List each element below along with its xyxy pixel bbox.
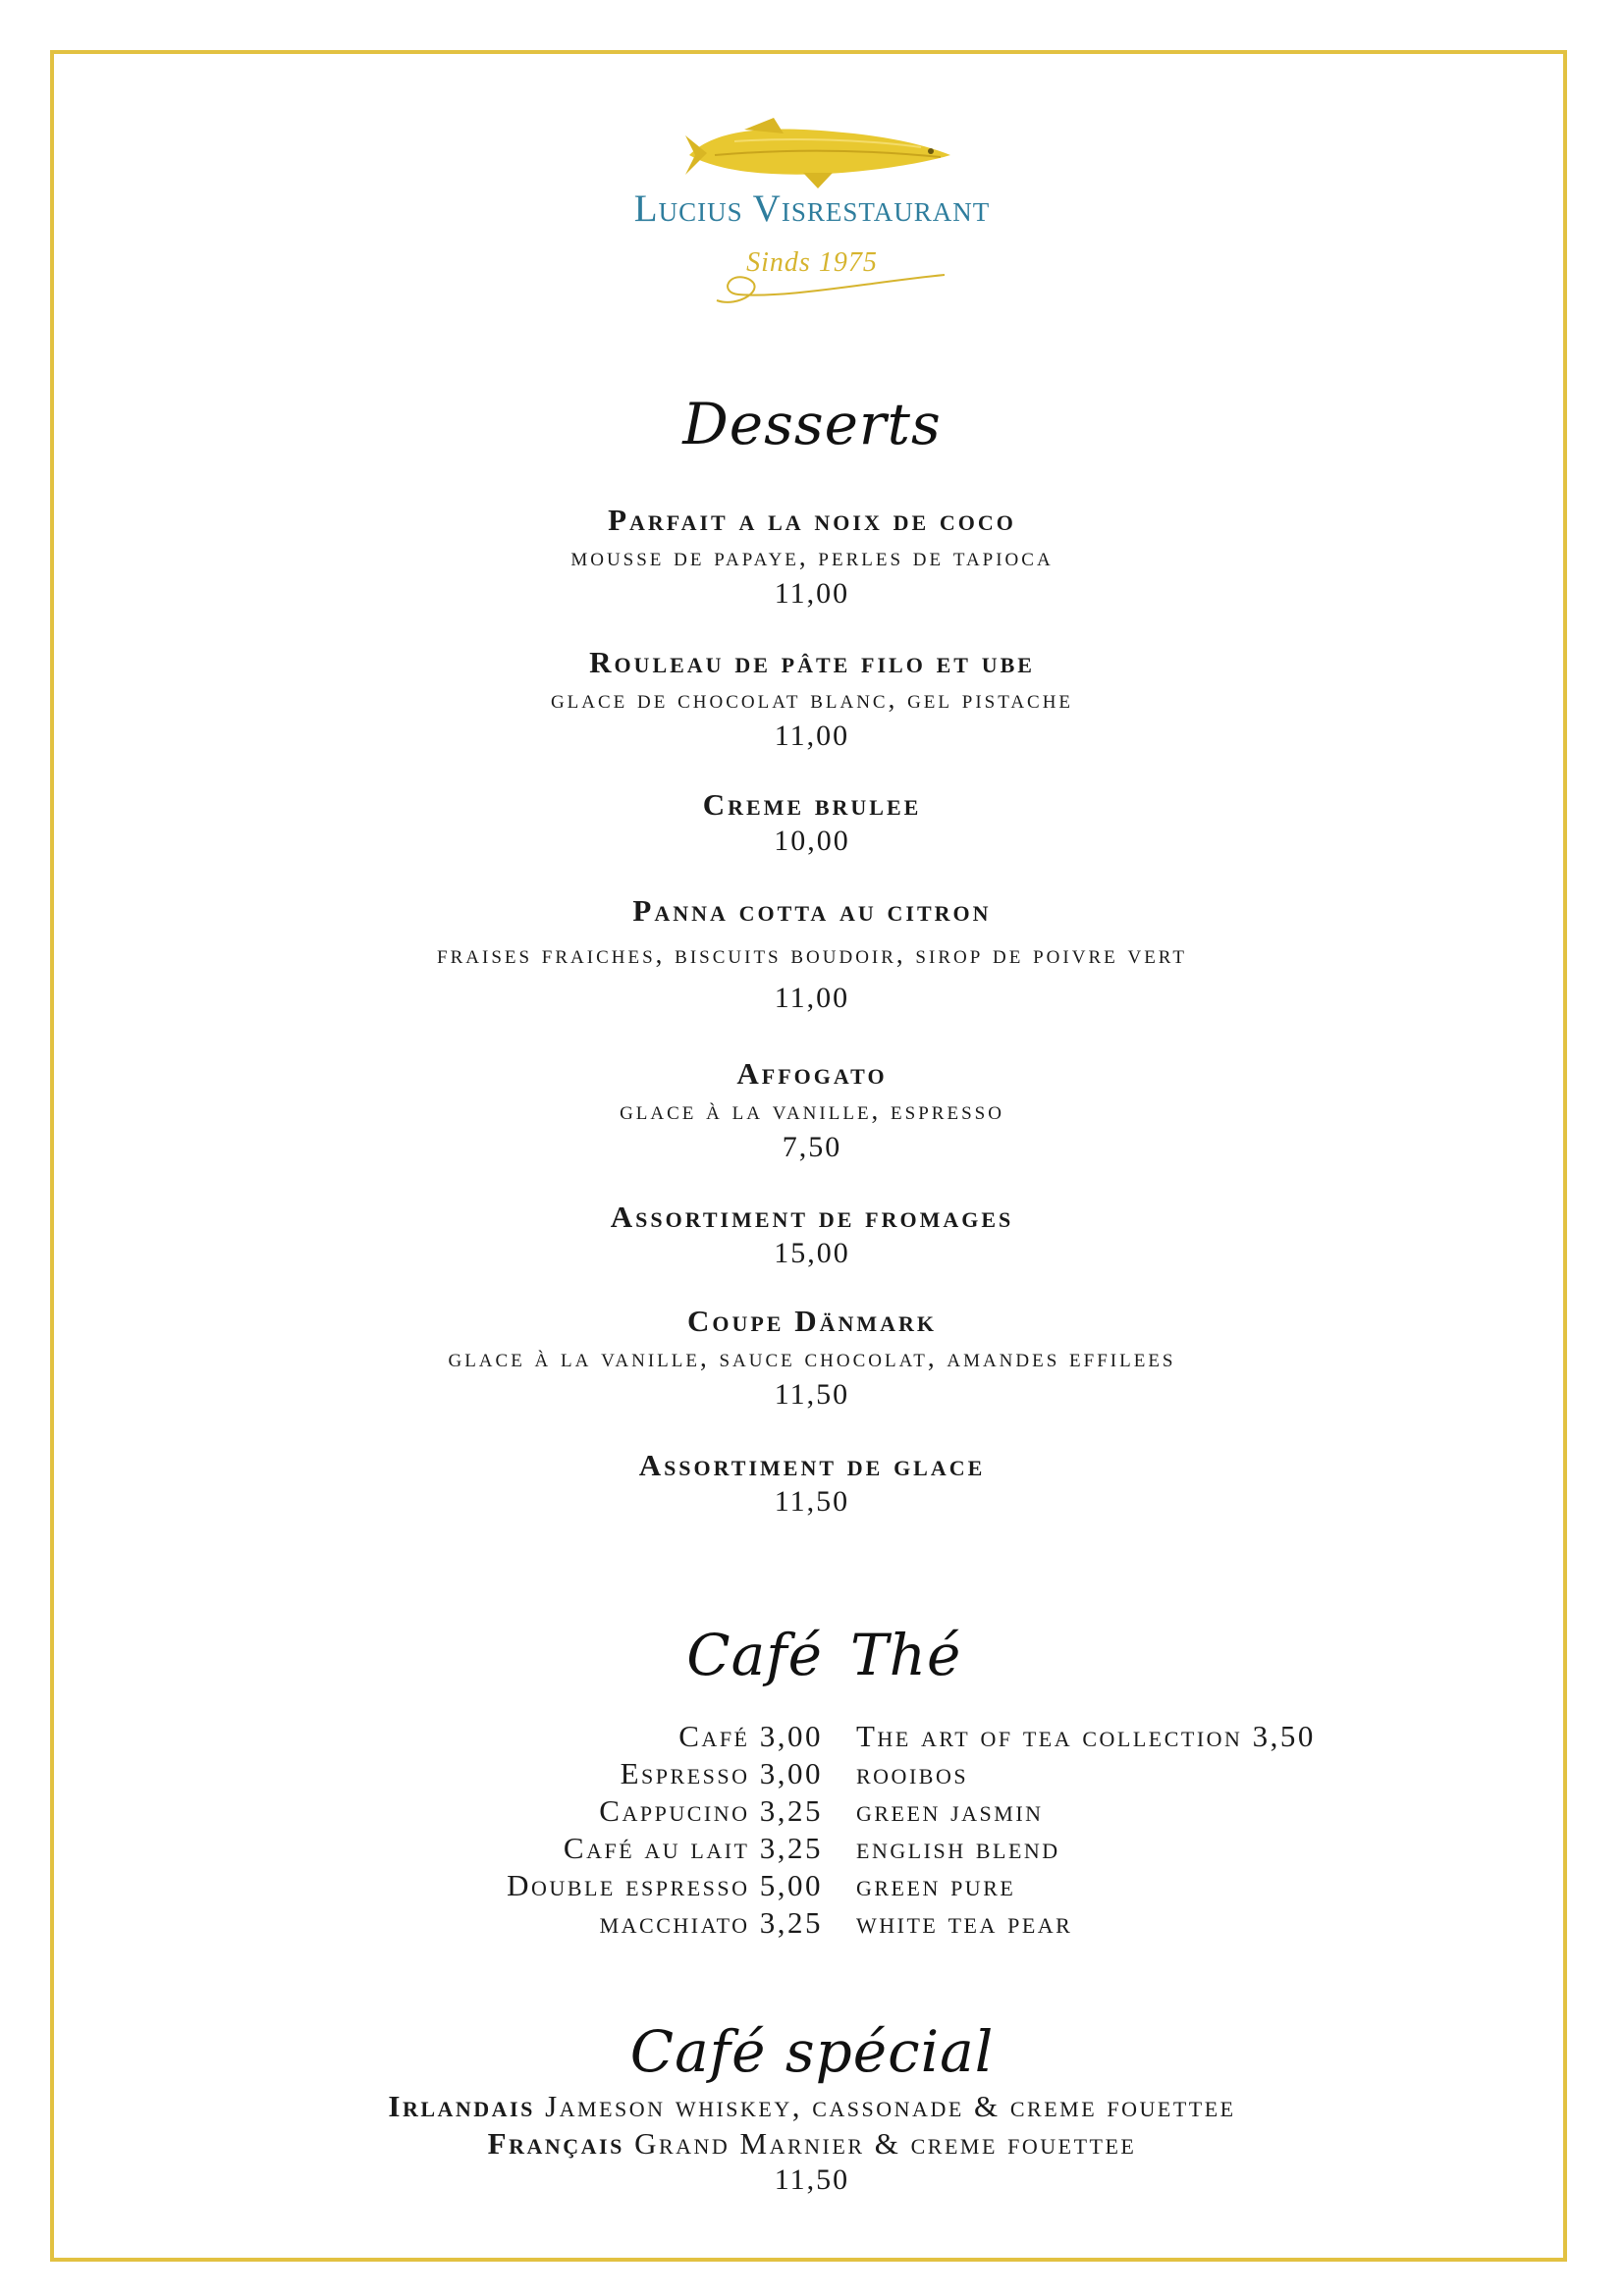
- special-item-name: Irlandais: [388, 2089, 535, 2123]
- dessert-price: 11,50: [774, 1485, 850, 1518]
- coffee-item: Café au lait 3,25: [563, 1831, 823, 1865]
- coffee-item: Double espresso 5,00: [507, 1868, 823, 1902]
- coffee-item: Espresso 3,00: [620, 1756, 823, 1790]
- special-item-desc: Jameson whiskey, cassonade & creme fouettee: [545, 2089, 1236, 2123]
- cafe-special-title: Café spécial: [629, 2018, 995, 2085]
- dessert-price: 11,50: [774, 1378, 850, 1411]
- desserts-title: Desserts: [682, 391, 942, 457]
- coffee-item: Café 3,00: [678, 1719, 823, 1753]
- coffee-item: macchiato 3,25: [599, 1905, 823, 1940]
- tea-item: rooibos: [856, 1756, 969, 1790]
- special-item-name: Français: [487, 2126, 624, 2161]
- dessert-name: Affogato: [736, 1056, 888, 1091]
- dessert-desc: glace de chocolat blanc, gel pistache: [550, 684, 1074, 714]
- special-price: 11,50: [774, 2163, 850, 2196]
- dessert-name: Assortiment de fromages: [610, 1200, 1014, 1234]
- coffee-item: Cappucino 3,25: [599, 1793, 823, 1828]
- dessert-price: 11,00: [774, 577, 850, 610]
- dessert-name: Creme brulee: [702, 787, 922, 822]
- coffee-list: [507, 1718, 823, 1942]
- tea-item: white tea pear: [856, 1905, 1073, 1940]
- dessert-desc: mousse de papaye, perles de tapioca: [570, 542, 1054, 571]
- pike-fish-icon: [685, 116, 960, 190]
- tea-item: The art of tea collection 3,50: [856, 1719, 1316, 1753]
- tea-item: english blend: [856, 1831, 1060, 1865]
- dessert-name: Parfait a la noix de coco: [608, 503, 1016, 537]
- dessert-price: 7,50: [782, 1131, 842, 1163]
- dessert-desc: glace à la vanille, sauce chocolat, amandes effilees: [448, 1343, 1176, 1372]
- special-item: [0, 2126, 1624, 2162]
- tea-item: green jasmin: [856, 1793, 1044, 1828]
- dessert-name: Rouleau de pâte filo et ube: [589, 645, 1035, 679]
- restaurant-name: Lucius Visrestaurant: [633, 187, 991, 230]
- special-item: [0, 2089, 1624, 2124]
- dessert-name: Coupe Dänmark: [686, 1304, 938, 1338]
- since-year: Sinds 1975: [746, 247, 878, 278]
- dessert-price: 11,00: [774, 720, 850, 752]
- cafe-title: Café: [686, 1622, 823, 1688]
- dessert-price: 10,00: [774, 825, 850, 857]
- dessert-price: 11,00: [774, 982, 850, 1014]
- dessert-price: 15,00: [774, 1237, 850, 1269]
- dessert-name: Assortiment de glace: [638, 1448, 986, 1482]
- special-item-desc: Grand Marnier & creme fouettee: [634, 2126, 1137, 2161]
- dessert-desc: glace à la vanille, espresso: [620, 1095, 1004, 1125]
- tea-item: green pure: [856, 1868, 1016, 1902]
- dessert-desc: fraises fraiches, biscuits boudoir, sirop de poivre vert: [437, 939, 1187, 969]
- dessert-name: Panna cotta au citron: [632, 893, 992, 928]
- the-title: Thé: [850, 1622, 962, 1688]
- tea-list: [856, 1718, 1316, 1942]
